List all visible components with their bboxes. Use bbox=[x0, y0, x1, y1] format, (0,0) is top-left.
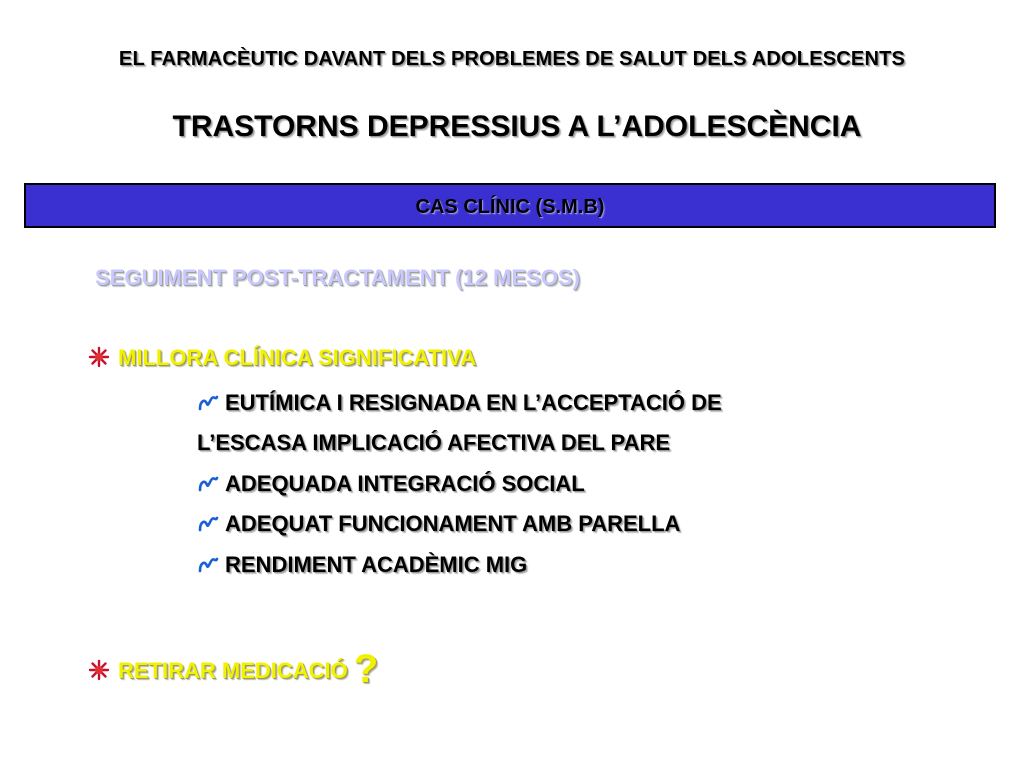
red-star-icon bbox=[88, 659, 110, 681]
sub-item bbox=[197, 511, 680, 537]
slide-title: TRASTORNS DEPRESSIUS A L’ADOLESCÈNCIA bbox=[172, 110, 862, 143]
bullet-withdraw-label: RETIRAR MEDICACIÓ bbox=[118, 658, 348, 683]
bullet-improvement-label: MILLORA CLÍNICA SIGNIFICATIVA bbox=[118, 345, 477, 370]
bullet-withdraw bbox=[88, 647, 378, 692]
blue-swirl-icon bbox=[197, 513, 219, 533]
sub-item-label: L’ESCASA IMPLICACIÓ AFECTIVA DEL PARE bbox=[197, 430, 671, 455]
followup-heading: SEGUIMENT POST-TRACTAMENT (12 MESOS) bbox=[95, 265, 580, 290]
question-mark: ? bbox=[353, 647, 379, 691]
bullet-improvement bbox=[88, 345, 476, 371]
sub-item bbox=[197, 390, 722, 416]
sub-item-continuation bbox=[197, 430, 670, 456]
blue-swirl-icon bbox=[197, 554, 219, 574]
case-banner bbox=[24, 183, 996, 228]
sub-item-label: ADEQUAT FUNCIONAMENT AMB PARELLA bbox=[225, 511, 681, 536]
sub-item-label: ADEQUADA INTEGRACIÓ SOCIAL bbox=[225, 471, 585, 496]
sub-item bbox=[197, 552, 527, 578]
red-star-icon bbox=[88, 346, 110, 368]
slide-subtitle: EL FARMACÈUTIC DAVANT DELS PROBLEMES DE SALUT DELS ADOLESCENTS bbox=[118, 48, 906, 70]
blue-swirl-icon bbox=[197, 473, 219, 493]
sub-item-label: EUTÍMICA I RESIGNADA EN L’ACCEPTACIÓ DE bbox=[225, 390, 722, 415]
case-banner-label: CAS CLÍNIC (S.M.B) bbox=[415, 196, 605, 218]
sub-item-label: RENDIMENT ACADÈMIC MIG bbox=[225, 552, 528, 577]
sub-item bbox=[197, 471, 585, 497]
blue-swirl-icon bbox=[197, 392, 219, 412]
